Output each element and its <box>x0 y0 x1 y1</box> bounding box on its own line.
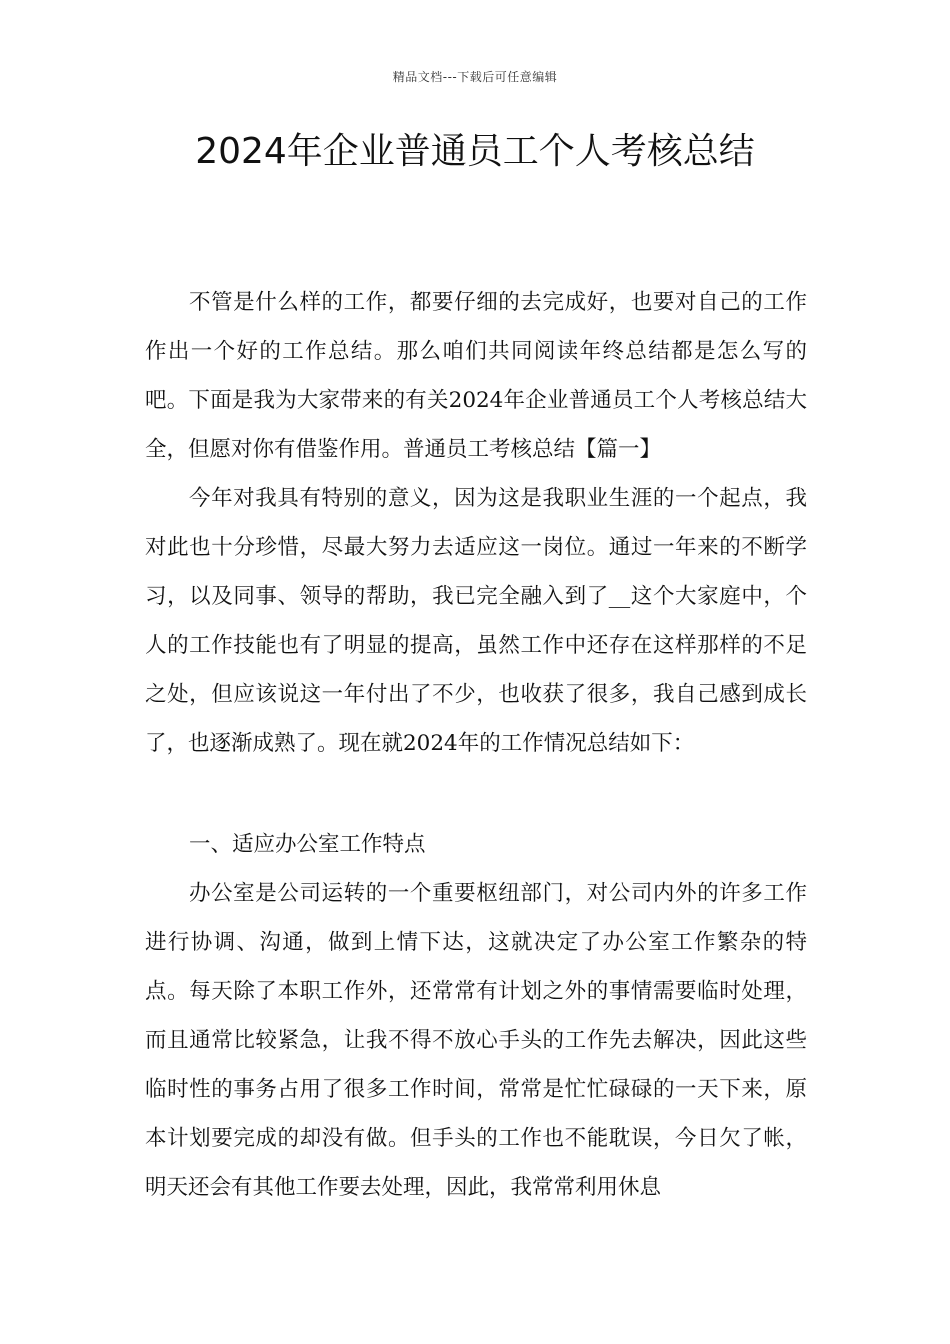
paragraph-overview: 今年对我具有特别的意义，因为这是我职业生涯的一个起点，我对此也十分珍惜，尽最大努力去适应这一岗位。通过一年来的不断学习，以及同事、领导的帮助，我已完全融入到了__这个大家庭中，个人的工作技能也有了明显的提高，虽然工作中还存在这样那样的不足之处，但应该说这一年付出了不少，也收获了很多，我自己感到成长了，也逐渐成熟了。现在就2024年的工作情况总结如下： <box>145 486 807 756</box>
paragraph-intro: 不管是什么样的工作，都要仔细的去完成好，也要对自己的工作作出一个好的工作总结。那么咱们共同阅读年终总结都是怎么写的吧。下面是我为大家带来的有关2024年企业普通员工个人考核总结大全，但愿对你有借鉴作用。普通员工考核总结【篇一】 <box>145 290 807 462</box>
header-note: 精品文档---下载后可任意编辑 <box>392 70 558 84</box>
paragraph-office-work: 办公室是公司运转的一个重要枢纽部门，对公司内外的许多工作进行协调、沟通，做到上情下达，这就决定了办公室工作繁杂的特点。每天除了本职工作外，还常常有计划之外的事情需要临时处理，而且通常比较紧急，让我不得不放心手头的工作先去解决，因此这些临时性的事务占用了很多工作时间，常常是忙忙碌碌的一天下来，原本计划要完成的却没有做。但手头的工作也不能耽误，今日欠了帐，明天还会有其他工作要去处理，因此，我常常利用休息 <box>145 881 807 1200</box>
document-title: 2024年企业普通员工个人考核总结 <box>195 131 755 172</box>
section-heading-1: 一、适应办公室工作特点 <box>189 832 426 857</box>
